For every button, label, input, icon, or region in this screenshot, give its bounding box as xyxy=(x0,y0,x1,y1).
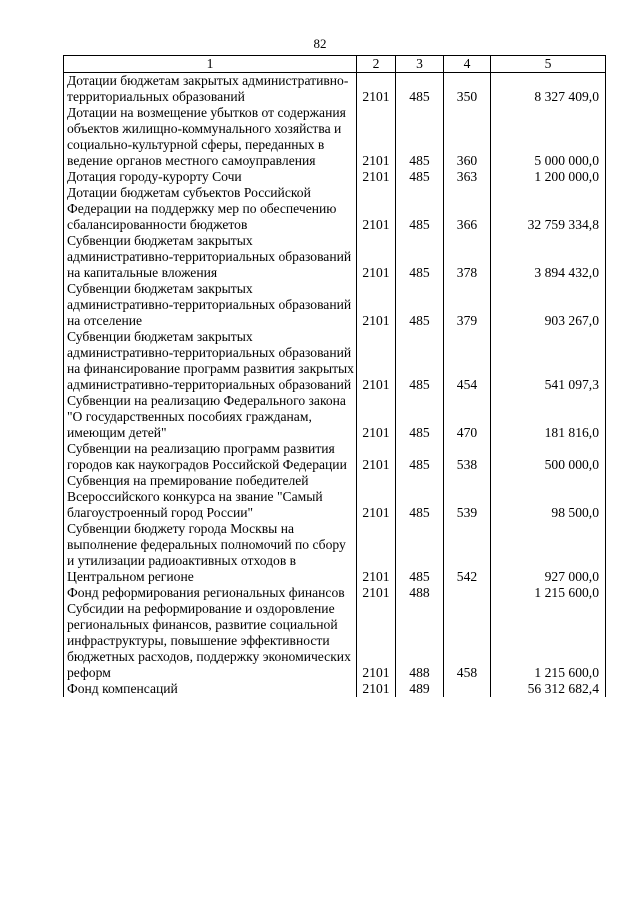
row-article-cell: 538 xyxy=(444,441,491,473)
row-section-cell: 488 xyxy=(396,601,444,681)
table-row xyxy=(64,393,606,441)
row-code-cell: 2101 xyxy=(357,681,396,697)
row-amount-cell: 1 215 600,0 xyxy=(491,585,606,601)
row-section-cell: 485 xyxy=(396,185,444,233)
budget-table xyxy=(63,55,606,697)
page-number: 82 xyxy=(313,36,327,51)
row-article-cell: 360 xyxy=(444,105,491,169)
column-header-5: 5 xyxy=(491,56,606,73)
table-row xyxy=(64,105,606,169)
row-name-cell: Субвенции бюджетам закрытых административно-территориальных образований на капитальные вложения xyxy=(64,233,357,281)
row-article-cell: 378 xyxy=(444,233,491,281)
table-row xyxy=(64,601,606,681)
table-row xyxy=(64,281,606,329)
row-name-cell: Субвенции на реализацию Федерального закона "О государственных пособиях гражданам, имеющим детей" xyxy=(64,393,357,441)
row-article-cell: 350 xyxy=(444,73,491,106)
row-code-cell: 2101 xyxy=(357,329,396,393)
row-code-cell: 2101 xyxy=(357,441,396,473)
row-name-cell: Фонд реформирования региональных финансов xyxy=(64,585,357,601)
row-section-cell: 489 xyxy=(396,681,444,697)
row-name-cell: Дотации на возмещение убытков от содержания объектов жилищно-коммунального хозяйства и социально-культурной сферы, переданных в ведение органов местного самоуправления xyxy=(64,105,357,169)
table-row xyxy=(64,585,606,601)
row-article-cell: 458 xyxy=(444,601,491,681)
row-code-cell: 2101 xyxy=(357,521,396,585)
row-section-cell: 485 xyxy=(396,169,444,185)
row-code-cell: 2101 xyxy=(357,281,396,329)
row-article-cell xyxy=(444,681,491,697)
row-amount-cell: 5 000 000,0 xyxy=(491,105,606,169)
row-article-cell: 470 xyxy=(444,393,491,441)
table-row xyxy=(64,185,606,233)
row-code-cell: 2101 xyxy=(357,169,396,185)
row-code-cell: 2101 xyxy=(357,233,396,281)
table-row xyxy=(64,73,606,106)
row-name-cell: Дотации бюджетам субъектов Российской Федерации на поддержку мер по обеспечению сбалансированности бюджетов xyxy=(64,185,357,233)
column-header-3: 3 xyxy=(396,56,444,73)
row-section-cell: 485 xyxy=(396,473,444,521)
row-amount-cell: 1 200 000,0 xyxy=(491,169,606,185)
budget-table-container xyxy=(63,55,605,697)
row-amount-cell: 98 500,0 xyxy=(491,473,606,521)
row-amount-cell: 1 215 600,0 xyxy=(491,601,606,681)
row-code-cell: 2101 xyxy=(357,73,396,106)
row-section-cell: 485 xyxy=(396,393,444,441)
row-amount-cell: 181 816,0 xyxy=(491,393,606,441)
row-amount-cell: 56 312 682,4 xyxy=(491,681,606,697)
row-name-cell: Субсидии на реформирование и оздоровление региональных финансов, развитие социальной инфраструктуры, повышение эффективности бюджетных расходов, поддержку экономических реформ xyxy=(64,601,357,681)
row-article-cell: 363 xyxy=(444,169,491,185)
row-article-cell xyxy=(444,585,491,601)
row-article-cell: 454 xyxy=(444,329,491,393)
row-section-cell: 485 xyxy=(396,281,444,329)
table-row xyxy=(64,233,606,281)
table-row xyxy=(64,473,606,521)
row-section-cell: 485 xyxy=(396,329,444,393)
table-row xyxy=(64,169,606,185)
row-amount-cell: 541 097,3 xyxy=(491,329,606,393)
row-amount-cell: 8 327 409,0 xyxy=(491,73,606,106)
row-amount-cell: 903 267,0 xyxy=(491,281,606,329)
column-header-4: 4 xyxy=(444,56,491,73)
row-name-cell: Субвенция на премирование победителей Всероссийского конкурса на звание "Самый благоустроенный город России" xyxy=(64,473,357,521)
row-code-cell: 2101 xyxy=(357,105,396,169)
row-name-cell: Субвенции бюджетам закрытых административно-территориальных образований на отселение xyxy=(64,281,357,329)
column-header-2: 2 xyxy=(357,56,396,73)
row-name-cell: Дотация городу-курорту Сочи xyxy=(64,169,357,185)
row-name-cell: Фонд компенсаций xyxy=(64,681,357,697)
table-row xyxy=(64,441,606,473)
row-section-cell: 485 xyxy=(396,105,444,169)
row-section-cell: 485 xyxy=(396,521,444,585)
row-name-cell: Дотации бюджетам закрытых административно-территориальных образований xyxy=(64,73,357,106)
table-body xyxy=(64,73,606,698)
row-article-cell: 379 xyxy=(444,281,491,329)
row-code-cell: 2101 xyxy=(357,473,396,521)
row-section-cell: 485 xyxy=(396,441,444,473)
table-row xyxy=(64,681,606,697)
row-section-cell: 488 xyxy=(396,585,444,601)
column-header-1: 1 xyxy=(64,56,357,73)
row-article-cell: 542 xyxy=(444,521,491,585)
row-article-cell: 366 xyxy=(444,185,491,233)
row-code-cell: 2101 xyxy=(357,601,396,681)
row-section-cell: 485 xyxy=(396,233,444,281)
row-amount-cell: 32 759 334,8 xyxy=(491,185,606,233)
row-name-cell: Субвенции на реализацию программ развития городов как наукоградов Российской Федерации xyxy=(64,441,357,473)
table-row xyxy=(64,329,606,393)
row-article-cell: 539 xyxy=(444,473,491,521)
row-code-cell: 2101 xyxy=(357,185,396,233)
row-name-cell: Субвенции бюджетам закрытых административно-территориальных образований на финансирование программ развития закрытых административно-территориальных образований xyxy=(64,329,357,393)
row-amount-cell: 3 894 432,0 xyxy=(491,233,606,281)
row-code-cell: 2101 xyxy=(357,393,396,441)
header-row xyxy=(64,56,606,73)
table-row xyxy=(64,521,606,585)
row-name-cell: Субвенции бюджету города Москвы на выполнение федеральных полномочий по сбору и утилизации радиоактивных отходов в Центральном регионе xyxy=(64,521,357,585)
row-code-cell: 2101 xyxy=(357,585,396,601)
row-section-cell: 485 xyxy=(396,73,444,106)
row-amount-cell: 500 000,0 xyxy=(491,441,606,473)
row-amount-cell: 927 000,0 xyxy=(491,521,606,585)
